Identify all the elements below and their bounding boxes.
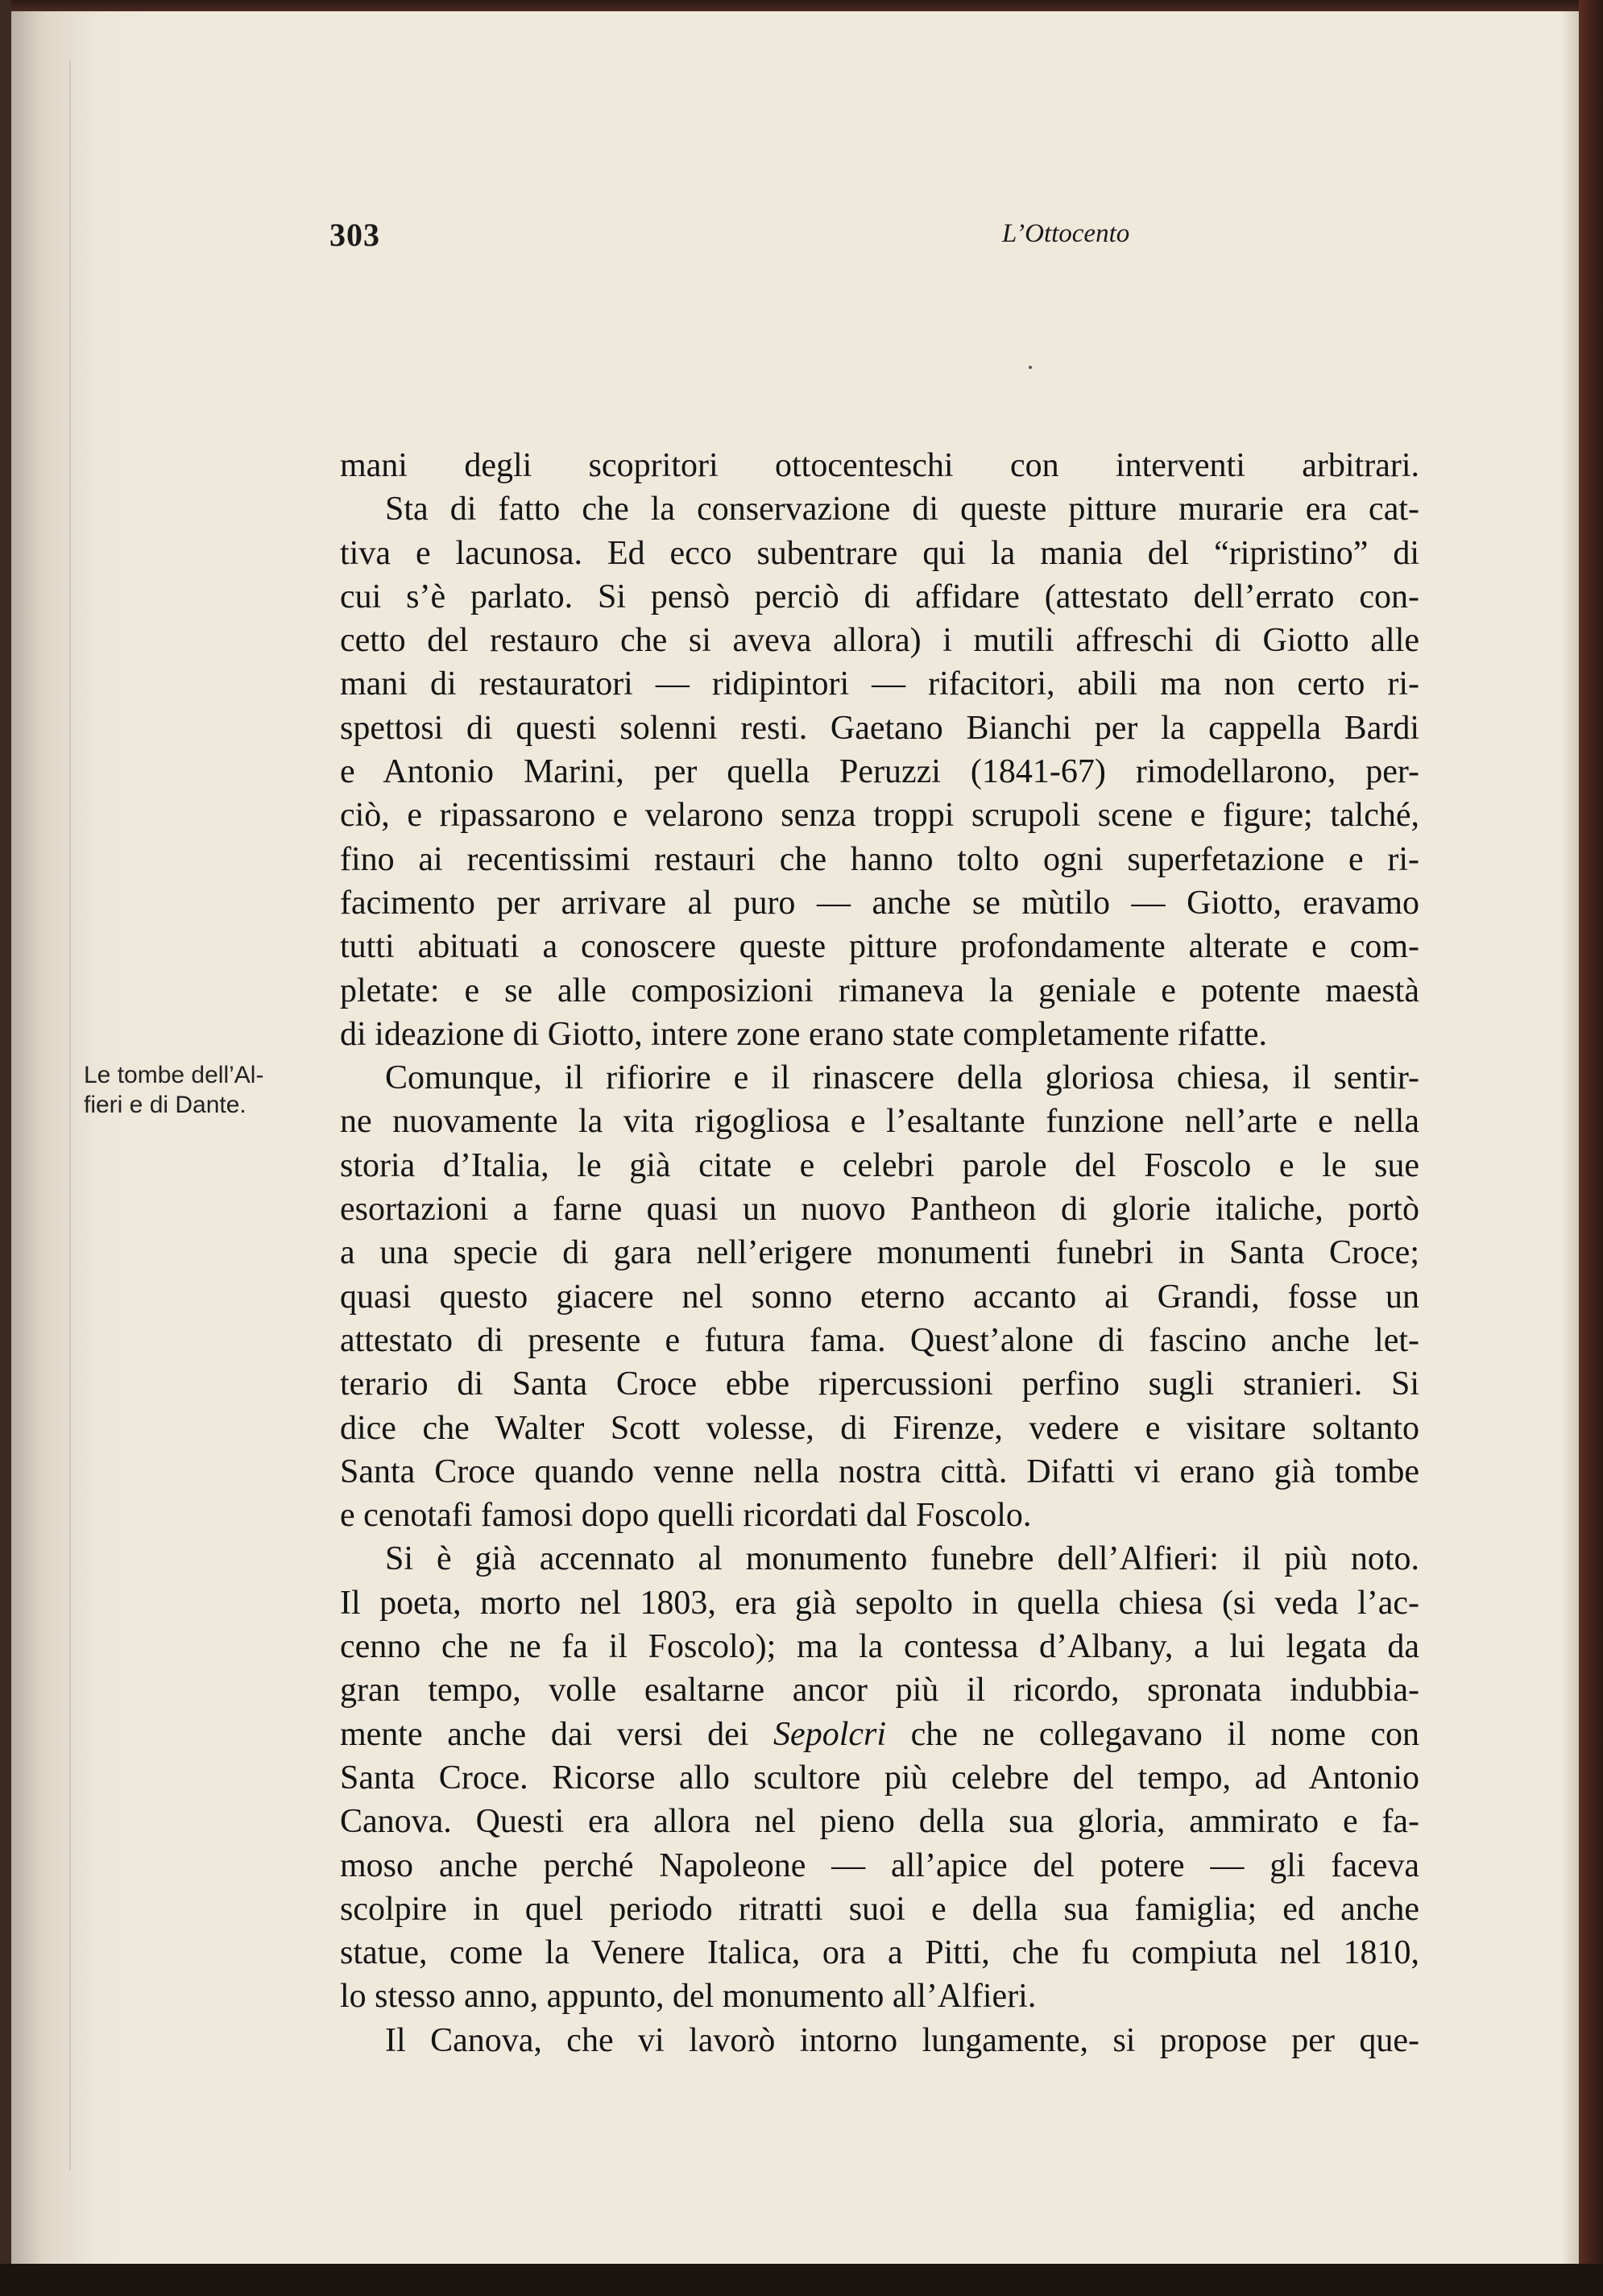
body-line: tiva e lacunosa. Ed ecco subentrare qui la mania del “ripristino” di [340,534,1419,572]
body-line: facimento per arrivare al puro — anche se mùtilo — Giotto, eravamo [340,884,1419,922]
body-line: Canova. Questi era allora nel pieno della sua gloria, ammirato e fa- [340,1803,1419,1841]
body-line: attestato di presente e futura fama. Quest’alone di fascino anche let- [340,1321,1419,1359]
margin-note [84,1060,325,1120]
book-cover-bottom-edge [0,2264,1603,2296]
ink-speck [1029,366,1032,369]
book-page [11,11,1579,2264]
body-line: mani degli scopritori ottocenteschi con interventi arbitrari. [340,447,1419,484]
body-line: scolpire in quel periodo ritratti suoi e della sua famiglia; ed anche [340,1890,1419,1928]
body-line: Comunque, il rifiorire e il rinascere della gloriosa chiesa, il sentir- [385,1059,1419,1097]
body-line: moso anche perché Napoleone — all’apice del potere — gli faceva [340,1846,1419,1884]
italic-book-title: Sepolcri [773,1715,887,1753]
body-line: terario di Santa Croce ebbe ripercussioni perfino sugli stranieri. Si [340,1366,1419,1403]
margin-note-line: fieri e di Dante. [84,1092,246,1118]
body-line: esortazioni a farne quasi un nuovo Pantheon di glorie italiche, portò [340,1191,1419,1229]
body-line: cenno che ne fa il Foscolo); ma la contessa d’Albany, a lui legata da [340,1628,1419,1666]
body-line: storia d’Italia, le già citate e celebri parole del Foscolo e le sue [340,1146,1419,1184]
margin-note-line: Le tombe dell’Al- [84,1062,264,1088]
body-line: ne nuovamente la vita rigogliosa e l’esaltante funzione nell’arte e nella [340,1103,1419,1141]
body-line: Santa Croce quando venne nella nostra città. Difatti vi erano già tombe [340,1453,1419,1490]
body-line: a una specie di gara nell’erigere monumenti funebri in Santa Croce; [340,1234,1419,1272]
body-line: quasi questo giacere nel sonno eterno accanto ai Grandi, fosse un [340,1278,1419,1316]
body-line: cetto del restauro che si aveva allora) i mutili affreschi di Giotto alle [340,622,1419,660]
body-line: dice che Walter Scott volesse, di Firenze, vedere e visitare soltanto [340,1409,1419,1447]
body-line: Si è già accennato al monumento funebre dell’Alfieri: il più noto. [385,1540,1419,1578]
body-line: e cenotafi famosi dopo quelli ricordati dal Foscolo. [340,1497,1032,1535]
body-line: spettosi di questi solenni resti. Gaetano Bianchi per la cappella Bardi [340,709,1419,747]
body-line: lo stesso anno, appunto, del monumento all’Alfieri. [340,1978,1037,2016]
running-head: L’Ottocento [1002,219,1130,248]
body-line: ciò, e ripassarono e velarono senza troppi scrupoli scene e figure; talché, [340,797,1419,835]
body-line: cui s’è parlato. Si pensò perciò di affidare (attestato dell’errato con- [340,578,1419,615]
body-line: fino ai recentissimi restauri che hanno tolto ogni superfetazione e ri- [340,840,1419,878]
book-cover-top-edge [0,0,1603,11]
body-text [340,444,1419,2062]
body-line-with-italic [340,1713,1419,1756]
book-cover-left-edge [0,0,11,2296]
body-line: Il Canova, che vi lavorò intorno lungamente, si propose per que- [385,2021,1419,2059]
book-cover-right-edge [1579,0,1603,2296]
body-line: mani di restauratori — ridipintori — rifacitori, abili ma non certo ri- [340,665,1419,703]
page-gutter-shadow [69,60,71,2170]
body-line: Il poeta, morto nel 1803, era già sepolto in quella chiesa (si veda l’ac- [340,1584,1419,1622]
page-header [329,216,1417,264]
body-text-run: mente anche dai versi dei [340,1715,774,1753]
page-number: 303 [329,217,380,253]
body-line: gran tempo, volle esaltarne ancor più il ricordo, spronata indubbia- [340,1672,1419,1710]
body-line: Sta di fatto che la conservazione di queste pitture murarie era cat- [385,491,1419,528]
body-line: Santa Croce. Ricorse allo scultore più celebre del tempo, ad Antonio [340,1759,1419,1797]
body-text-run: che ne collegavano il nome con [886,1715,1420,1753]
body-line: di ideazione di Giotto, intere zone erano state completamente rifatte. [340,1015,1268,1053]
body-line: e Antonio Marini, per quella Peruzzi (1841-67) rimodellarono, per- [340,753,1419,791]
body-line: statue, come la Venere Italica, ora a Pitti, che fu compiuta nel 1810, [340,1934,1419,1972]
body-line: pletate: e se alle composizioni rimaneva la geniale e potente maestà [340,972,1419,1009]
body-line: tutti abituati a conoscere queste pitture profondamente alterate e com- [340,928,1419,966]
